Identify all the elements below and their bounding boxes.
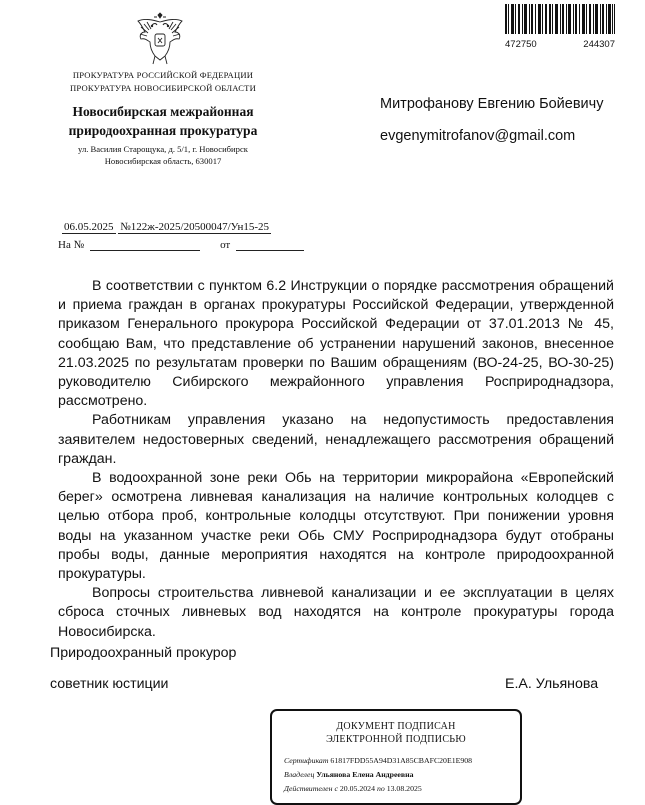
registration-number-value: 122ж-2025/20500047/Ун15-25: [130, 221, 269, 233]
registration-number: [118, 221, 271, 234]
recipient-name: Митрофанову Евгению Бойевичу: [380, 96, 604, 112]
body-paragraph-3: В водоохранной зоне реки Обь на территории микрорайона «Европейский берег» осмотрена ливневая канализация на наличие контрольных колодцев с целью отбора проб, контрольные колодцы отсутствуют. При понижении уровня воды на указанном участке реки Обь СМУ Росприроднадзора будут отобраны пробы воды, данные мероприятия находятся на контроле природоохранной прокуратуры.: [58, 470, 614, 583]
signer-position: Природоохранный прокурор: [50, 645, 237, 661]
stamp-valid-label: Действителен с: [284, 784, 338, 793]
barcode-right-number: 244307: [583, 39, 615, 50]
coat-of-arms-emblem: [135, 12, 185, 68]
stamp-cert-value: 61817FDD55A94D31A85CBAFC20E1E908: [330, 756, 473, 765]
recipient-email: evgenymitrofanov@gmail.com: [380, 128, 576, 144]
stamp-line1: ДОКУМЕНТ ПОДПИСАН: [336, 721, 456, 732]
signer-rank: советник юстиции: [50, 676, 169, 692]
barcode-numbers: [505, 39, 615, 50]
body-paragraph-2: Работникам управления указано на недопустимость предоставления заявителем недостоверных сведений, ненадлежащего рассмотрения обращений граждан.: [58, 412, 614, 467]
stamp-valid-to-label: по: [376, 784, 385, 793]
registration-line: [62, 221, 271, 233]
org-title-line1: Новосибирская межрайонная: [72, 104, 254, 119]
barcode-left-number: 472750: [505, 39, 537, 50]
stamp-validity-row: [284, 782, 520, 796]
barcode: [505, 4, 615, 34]
stamp-owner-row: [284, 768, 520, 782]
org-address-line1: ул. Василия Старощука, д. 5/1, г. Новосибирск: [78, 144, 248, 154]
org-title-line2: природоохранная прокуратура: [68, 123, 258, 138]
electronic-signature-stamp: [270, 709, 522, 805]
letter-body: [58, 277, 614, 642]
na-label: На №: [58, 239, 85, 251]
na-blank-field: [90, 240, 200, 251]
body-paragraph-1: В соответствии с пунктом 6.2 Инструкции о порядке рассмотрения обращений и приема граждан в органах прокуратуры Российской Федерации, утвержденной приказом Генерального прокурора Российской Федерации от 37.01.2013 № 45, сообщаю Вам, что представление об устранении нарушений законов, внесенное 21.03.2025 по результатам проверки по Вашим обращениям (ВО-24-25, ВО-30-25) руководителю Сибирского межрайонного управления Росприроднадзора, рассмотрено.: [58, 278, 614, 410]
org-address-line2: Новосибирская область, 630017: [104, 156, 222, 166]
stamp-owner-value: Ульянова Елена Андреевна: [316, 770, 414, 779]
org-line-region: ПРОКУРАТУРА НОВОСИБИРСКОЙ ОБЛАСТИ: [70, 83, 256, 93]
stamp-certificate-row: [284, 754, 520, 768]
stamp-valid-to: 13.08.2025: [386, 784, 422, 793]
reference-line: [58, 239, 304, 251]
stamp-cert-label: Сертификат: [284, 756, 329, 765]
body-paragraph-4: Вопросы строительства ливневой канализации и ее эксплуатации в целях сброса сточных ливневых вод находятся на контроле прокуратуры города Новосибирска.: [58, 585, 614, 640]
registration-number-label: №: [120, 221, 131, 233]
signer-name: Е.А. Ульянова: [505, 676, 599, 692]
ot-blank-field: [236, 240, 304, 251]
org-line-federation: ПРОКУРАТУРА РОССИЙСКОЙ ФЕДЕРАЦИИ: [72, 70, 254, 80]
stamp-line2: ЭЛЕКТРОННОЙ ПОДПИСЬЮ: [326, 734, 466, 745]
ot-label: от: [220, 239, 231, 251]
stamp-valid-from: 20.05.2024: [339, 784, 375, 793]
stamp-owner-label: Владелец: [284, 770, 315, 779]
registration-date: 06.05.2025: [64, 221, 114, 233]
